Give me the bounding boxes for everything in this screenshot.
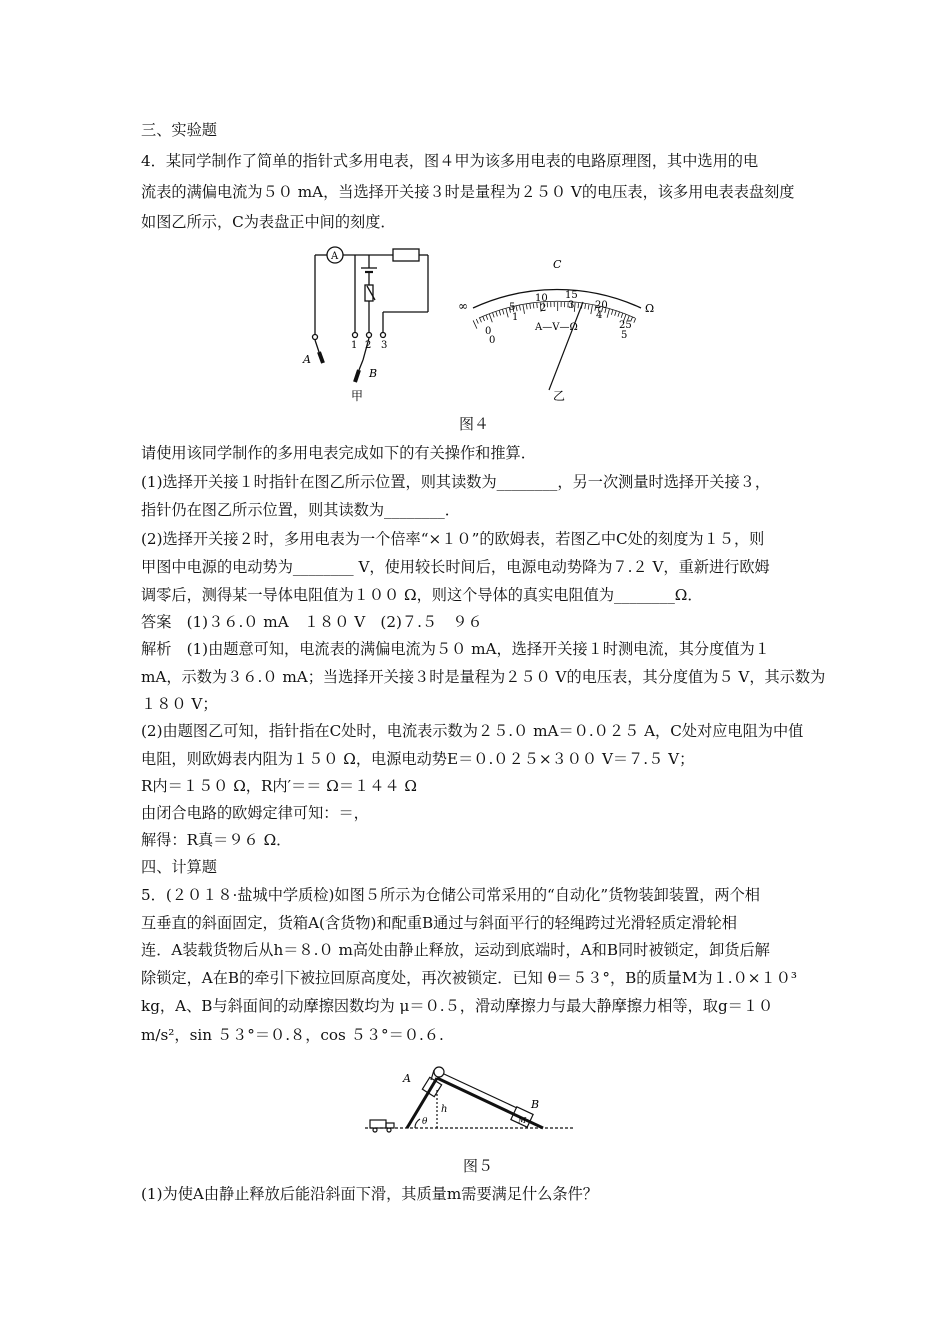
section-4-heading: 四、计算题: [141, 858, 217, 876]
zero-bottom: 0: [489, 335, 496, 346]
q4-analysis-6: R内＝１５０ Ω，R内′＝＝ Ω＝１４４ Ω: [141, 777, 418, 795]
label-theta: θ: [422, 1117, 428, 1127]
q5-part1: (1)为使A由静止释放后能沿斜面下滑，其质量m需要满足什么条件？: [141, 1185, 598, 1203]
dial-arc: [473, 290, 641, 308]
dial-tick: [533, 303, 534, 308]
mid-scale-5: 5: [621, 330, 628, 341]
circuit-diagram: [295, 240, 445, 405]
q5-line-4: 除锁定，A在B的牵引下被拉回原高度处，再次被锁定．已知 θ＝５３°，B的质量M为１.０×１０³: [141, 969, 797, 987]
dial-tick: [634, 318, 636, 323]
pulley: [434, 1067, 444, 1077]
ohm-label: Ω: [645, 302, 655, 315]
meter-dial: [455, 240, 660, 405]
truck-body: [370, 1120, 386, 1128]
figure-4-caption: 图４: [459, 415, 490, 433]
label-b: B: [531, 1098, 540, 1111]
ohm-scale-20: 20: [595, 300, 608, 311]
dial-tick: [479, 318, 481, 323]
section-3-heading: 三、实验题: [141, 121, 217, 139]
dial-tick: [476, 319, 478, 324]
q5-line-1: 5．(２０１８·盐城中学质检)如图５所示为仓储公司常采用的“自动化”货物装卸装置，两个相: [141, 886, 760, 904]
q5-line-2: 互垂直的斜面固定，货箱A(含货物)和配重B通过与斜面平行的轻绳跨过光滑轻质定滑轮相: [141, 914, 737, 932]
q4-line-3: 如图乙所示，C为表盘正中间的刻度．: [141, 213, 396, 231]
label-a: A: [403, 1072, 411, 1085]
dial-tick: [486, 315, 488, 320]
q5-line-6: m/s²，sin ５３°＝０.８，cos ５３°＝０.６.: [141, 1026, 444, 1044]
switch-label-2: 2: [365, 340, 372, 351]
dial-tick: [621, 313, 623, 318]
dial-tick: [493, 313, 495, 318]
q4-analysis-2: mA，示数为３６.０ mA；当选择开关接３时是量程为２５０ V的电压表，其分度值为５ V，其示数为: [141, 668, 826, 686]
probe-a: [319, 352, 323, 363]
ohm-scale-25: 25: [619, 320, 632, 331]
q4-analysis-8: 解得：R真＝９６ Ω．: [141, 831, 292, 849]
q4-line-1: 4．某同学制作了简单的指针式多用电表，图４甲为该多用电表的电路原理图，其中选用的电: [141, 152, 759, 170]
right-incline: [437, 1078, 543, 1128]
rheostat-symbol: [365, 285, 373, 301]
dial-center-label: A—V—Ω: [535, 322, 578, 333]
mid-scale-4: 4: [596, 310, 603, 321]
dial-tick: [574, 303, 575, 312]
dial-tick: [585, 304, 586, 309]
dial-tick: [578, 303, 579, 308]
probe-b-label: B: [369, 367, 378, 380]
q4-part1-line1: (1)选择开关接１时指针在图乙所示位置，则其读数为________，另一次测量时选择开关接３，: [141, 473, 771, 491]
q4-part1-line2: 指针仍在图乙所示位置，则其读数为________．: [141, 501, 460, 519]
truck-cab: [386, 1123, 394, 1128]
mid-scale-2: 2: [540, 303, 547, 314]
q4-part2-line1: (2)选择开关接２时，多用电表为一个倍率“×１０”的欧姆表，若图乙中C处的刻度为１５，则: [141, 530, 765, 548]
dial-tick: [523, 305, 525, 314]
q5-line-5: kg，A、B与斜面间的动摩擦因数均为 μ＝０.５，滑动摩擦力与最大静摩擦力相等，取g＝１０: [141, 997, 774, 1015]
resistor-symbol: [393, 249, 419, 261]
label-m: M: [518, 1116, 527, 1125]
q4-analysis-3: １８０ V；: [141, 695, 218, 713]
q4-part2-line3: 调零后，测得某一导体电阻值为１００ Ω，则这个导体的真实电阻值为________Ω．: [141, 586, 703, 604]
theta-arc: [415, 1119, 420, 1128]
mid-scale-3: 3: [568, 300, 575, 311]
dial-tick: [591, 305, 593, 314]
q4-line-2: 流表的满偏电流为５０ mA，当选择开关接３时是量程为２５０ V的电压表，该多用电表表盘刻度: [141, 183, 795, 201]
dial-tick: [499, 311, 500, 316]
switch-label-3: 3: [381, 340, 388, 351]
figure-5-caption: 图５: [463, 1157, 494, 1175]
q5-line-3: 连．A装载货物后从h＝８.０ m高处由静止释放，运动到底端时，A和B同时被锁定，卸货后解: [141, 941, 770, 959]
incline-diagram: [365, 1050, 580, 1145]
label-h: h: [441, 1104, 448, 1115]
ohm-scale-10: 10: [535, 293, 548, 304]
q4-answer: 答案 (1)３６.０ mA １８０ V (2)７.５ ９６: [141, 613, 483, 631]
meter-needle: [549, 302, 583, 390]
dial-tick: [503, 310, 504, 315]
circuit-caption: 甲: [351, 389, 364, 403]
mid-scale-1: 1: [512, 312, 519, 323]
dial-label-c: C: [553, 258, 562, 271]
dial-tick: [588, 305, 589, 310]
infinity-label: ∞: [458, 299, 468, 313]
dial-tick: [506, 309, 508, 318]
ohm-scale-5: 5: [509, 302, 516, 313]
ohm-scale-0: 0: [485, 326, 492, 337]
switch-label-1: 1: [351, 340, 358, 351]
dial-tick: [520, 306, 521, 311]
ammeter-label: A: [331, 251, 339, 262]
dial-caption: 乙: [553, 389, 566, 403]
q4-analysis-7: 由闭合电路的欧姆定律可知：＝，: [141, 804, 369, 822]
dial-tick: [618, 312, 620, 317]
dial-tick: [496, 312, 498, 317]
dial-tick: [473, 320, 477, 328]
dial-tick: [530, 304, 531, 309]
q4-analysis-5: 电阻，则欧姆表内阻为１５０ Ω，电源电动势E＝０.０２５×３００ V＝７.５ V；: [141, 750, 695, 768]
q4-analysis-4: (2)由题图乙可知，指针指在C处时，电流表示数为２５.０ mA＝０.０２５ A，C处对应电阻为中值: [141, 722, 804, 740]
ohm-scale-15: 15: [565, 290, 578, 301]
probe-b: [355, 370, 359, 382]
dial-tick: [489, 314, 492, 322]
probe-a-label: A: [303, 353, 311, 366]
q4-intro: 请使用该同学制作的多用电表完成如下的有关操作和推算．: [141, 444, 536, 462]
dial-tick: [483, 316, 485, 321]
q4-analysis-1: 解析 (1)由题意可知，电流表的满偏电流为５０ mA，选择开关接１时测电流，其分度值为１: [141, 640, 770, 658]
dial-tick: [611, 310, 612, 315]
q4-part2-line2: 甲图中电源的电动势为________ V，使用较长时间后，电源电动势降为７.２ V，重新进行欧姆: [141, 558, 770, 576]
dial-tick: [526, 304, 527, 309]
dial-tick: [516, 306, 517, 311]
dial-tick: [615, 311, 616, 316]
